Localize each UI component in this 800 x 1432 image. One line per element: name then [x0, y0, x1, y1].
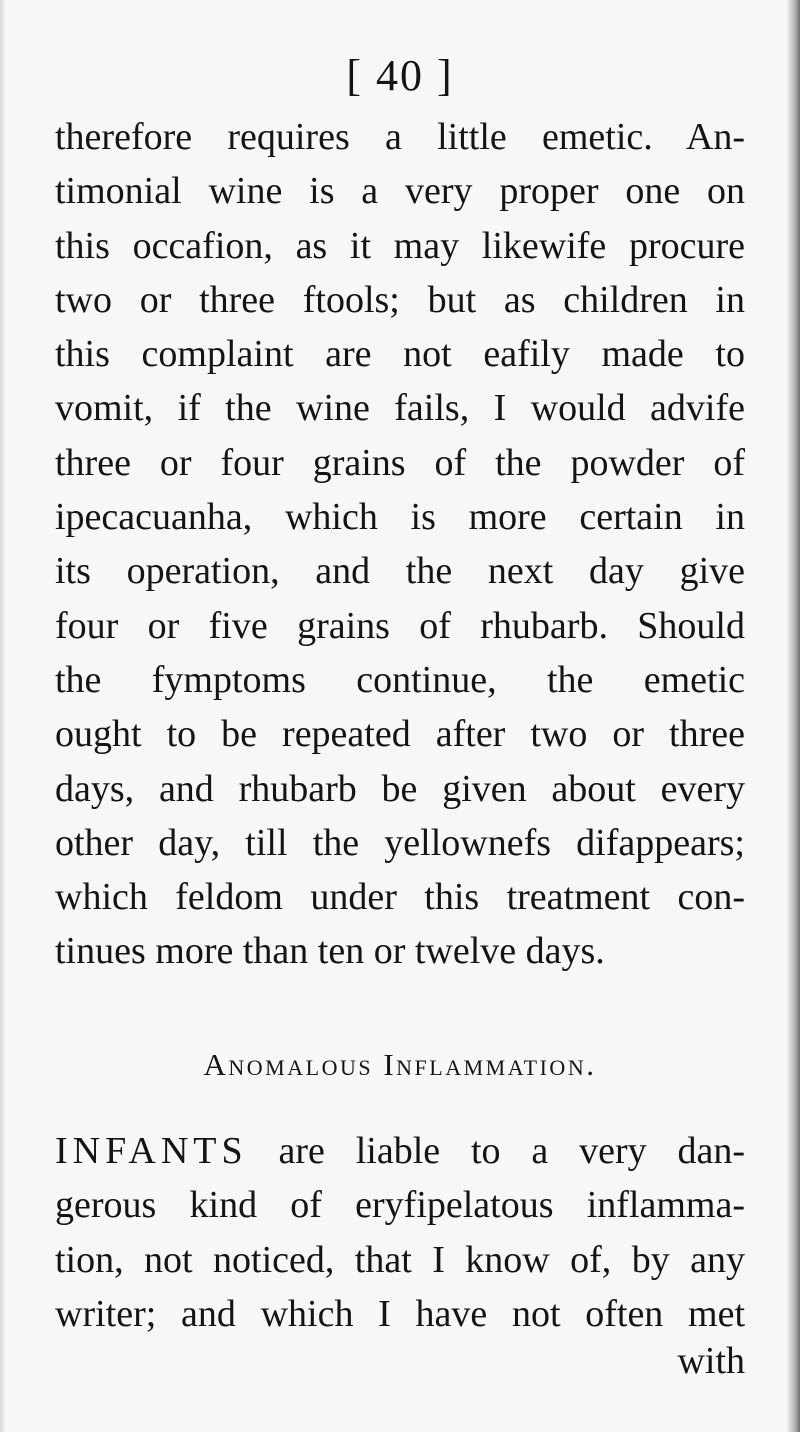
page-left-edge — [0, 0, 6, 1432]
text-line: other day, till the yellownefs difappears; — [55, 821, 745, 864]
text-line: therefore requires a little emetic. An- — [55, 116, 745, 158]
text-line: tion, not noticed, that I know of, by any — [55, 1238, 745, 1281]
text-line: gerous kind of eryfipelatous inflamma- — [55, 1184, 745, 1227]
text-line: its operation, and the next day give — [55, 550, 745, 593]
first-line-rest: are liable to a very dan- — [278, 1130, 746, 1172]
text-line: days, and rhubarb be given about every — [55, 767, 745, 810]
text-line: three or four grains of the powder of — [55, 441, 745, 484]
text-line: two or three ftools; but as children in — [55, 278, 745, 321]
binding-shadow — [786, 0, 800, 1432]
lead-word: INFANTS — [55, 1130, 248, 1172]
paragraph-1 — [55, 110, 745, 979]
text-line: tinues more than ten or twelve days. — [55, 930, 605, 973]
text-line: which feldom under this treatment con- — [55, 876, 745, 919]
text-line: vomit, if the wine fails, I would advife — [55, 387, 745, 430]
page-number: [ 40 ] — [346, 51, 454, 100]
section-heading: Anomalous Inflammation. — [203, 1047, 597, 1082]
text-line: this complaint are not eafily made to — [55, 333, 745, 376]
text-line: ipecacuanha, which is more certain in — [55, 496, 745, 539]
text-line: timonial wine is a very proper one on — [55, 170, 745, 213]
text-line: the fymptoms continue, the emetic — [55, 658, 745, 701]
text-line: ought to be repeated after two or three — [55, 713, 745, 756]
text-line: this occafion, as it may likewife procure — [55, 224, 745, 267]
text-line: writer; and which I have not often met — [55, 1292, 745, 1335]
paragraph-2 — [55, 1124, 745, 1341]
catchword: with — [677, 1340, 745, 1382]
text-line-first — [55, 1124, 745, 1178]
text-line: four or five grains of rhubarb. Should — [55, 604, 745, 647]
